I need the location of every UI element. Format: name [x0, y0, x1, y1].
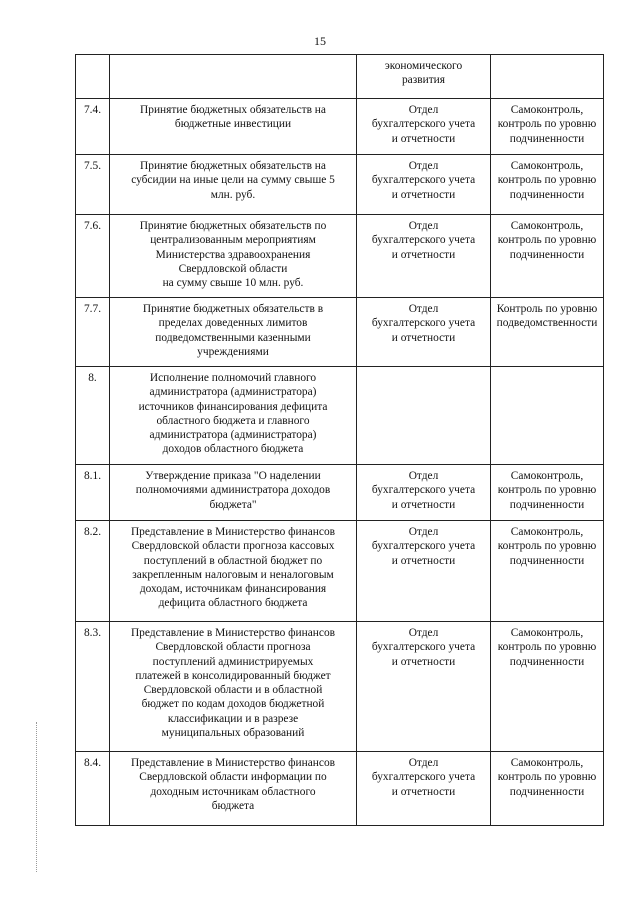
row-control-text: Самоконтроль, контроль по уровню подчиненности: [497, 757, 597, 798]
row-number-cell: 8.1.: [76, 465, 110, 521]
row-number-cell: 7.4.: [76, 99, 110, 155]
row-responsible-text: Отдел бухгалтерского учета и отчетности: [371, 220, 476, 261]
row-description-cell: [110, 521, 357, 622]
row-control-cell: [491, 155, 604, 215]
row-control-cell: [491, 215, 604, 298]
row-description-text: Исполнение полномочий главного администратора (администратора) источников финансирования дефицита областного бюджета и главного администратора (администратора) доходов областного бюджета: [138, 372, 328, 456]
row-control-cell: [491, 99, 604, 155]
row-responsible-cell: [357, 298, 491, 367]
row-description-cell: [110, 155, 357, 215]
row-number-cell: 7.5.: [76, 155, 110, 215]
row-responsible-cell: [357, 752, 491, 826]
row-number-cell: 8.3.: [76, 622, 110, 752]
table-row: [76, 55, 604, 99]
row-responsible-text: Отдел бухгалтерского учета и отчетности: [371, 160, 476, 201]
row-control-text: Самоконтроль, контроль по уровню подчиненности: [497, 104, 597, 145]
row-responsible-text: экономического развития: [384, 60, 463, 87]
row-responsible-cell: [357, 622, 491, 752]
table-row: [76, 155, 604, 215]
row-responsible-text: Отдел бухгалтерского учета и отчетности: [371, 757, 476, 798]
row-control-cell: [491, 622, 604, 752]
row-control-text: Самоконтроль, контроль по уровню подчиненности: [497, 160, 597, 201]
scan-artifact-line: [36, 722, 38, 872]
row-responsible-text: Отдел бухгалтерского учета и отчетности: [371, 470, 476, 511]
table-row: [76, 622, 604, 752]
row-description-text: Представление в Министерство финансов Свердловской области прогноза кассовых поступлений в областной бюджет по закрепленным налоговым и неналоговым доходам, источникам финансирования дефицита областного бюджета: [130, 526, 336, 610]
row-responsible-cell: [357, 465, 491, 521]
row-control-text: Самоконтроль, контроль по уровню подчиненности: [497, 627, 597, 668]
page-number: 15: [314, 34, 326, 48]
row-responsible-text: Отдел бухгалтерского учета и отчетности: [371, 526, 476, 567]
table-row: [76, 465, 604, 521]
table-row: [76, 99, 604, 155]
table-row: [76, 521, 604, 622]
row-control-cell: [491, 55, 604, 99]
row-control-text: Самоконтроль, контроль по уровню подчиненности: [497, 526, 597, 567]
row-number-cell: 8.: [76, 367, 110, 465]
row-control-text: Самоконтроль, контроль по уровню подчиненности: [497, 220, 597, 261]
row-responsible-cell: [357, 215, 491, 298]
row-description-text: Утверждение приказа "О наделении полномочиями администратора доходов бюджета": [135, 470, 331, 511]
table-row: [76, 298, 604, 367]
table-row: [76, 752, 604, 826]
row-responsible-cell: [357, 521, 491, 622]
row-control-cell: [491, 465, 604, 521]
row-control-cell: [491, 367, 604, 465]
row-number-cell: 7.6.: [76, 215, 110, 298]
row-control-cell: [491, 521, 604, 622]
row-description-cell: [110, 367, 357, 465]
row-description-cell: [110, 298, 357, 367]
row-description-text: Принятие бюджетных обязательств по централизованным мероприятиям Министерства здравоохранения Свердловской области на сумму свыше 10 млн. руб.: [139, 220, 327, 290]
row-description-cell: [110, 622, 357, 752]
row-description-text: Представление в Министерство финансов Свердловской области прогноза поступлений администрируемых платежей в консолидированный бюджет Свердловской области и в областной бюджет по кодам доходов бюджетной классификации и в разрезе муниципальных образований: [130, 627, 336, 740]
row-control-text: Самоконтроль, контроль по уровню подчиненности: [497, 470, 597, 511]
row-description-cell: [110, 465, 357, 521]
row-responsible-cell: [357, 367, 491, 465]
row-number-cell: [76, 55, 110, 99]
row-description-text: Представление в Министерство финансов Свердловской области информации по доходным источникам областного бюджета: [130, 757, 336, 812]
table-row: [76, 367, 604, 465]
row-description-text: Принятие бюджетных обязательств в пределах доведенных лимитов подведомственными казенными учреждениями: [142, 303, 324, 358]
row-responsible-cell: [357, 99, 491, 155]
row-responsible-text: Отдел бухгалтерского учета и отчетности: [371, 303, 476, 344]
row-responsible-text: Отдел бухгалтерского учета и отчетности: [371, 104, 476, 145]
row-control-cell: [491, 752, 604, 826]
row-number-cell: 8.4.: [76, 752, 110, 826]
row-description-cell: [110, 99, 357, 155]
row-description-text: Принятие бюджетных обязательств на бюджетные инвестиции: [140, 104, 326, 131]
row-description-cell: [110, 215, 357, 298]
table-body: [76, 55, 604, 826]
row-description-text: Принятие бюджетных обязательств на субсидии на иные цели на сумму свыше 5 млн. руб.: [131, 160, 335, 201]
row-control-cell: [491, 298, 604, 367]
table-row: [76, 215, 604, 298]
row-responsible-cell: [357, 55, 491, 99]
row-description-cell: [110, 752, 357, 826]
control-table: [75, 54, 604, 826]
row-responsible-text: Отдел бухгалтерского учета и отчетности: [371, 627, 476, 668]
row-control-text: Контроль по уровню подведомственности: [496, 303, 598, 330]
row-responsible-cell: [357, 155, 491, 215]
row-number-cell: 8.2.: [76, 521, 110, 622]
row-number-cell: 7.7.: [76, 298, 110, 367]
row-description-cell: [110, 55, 357, 99]
